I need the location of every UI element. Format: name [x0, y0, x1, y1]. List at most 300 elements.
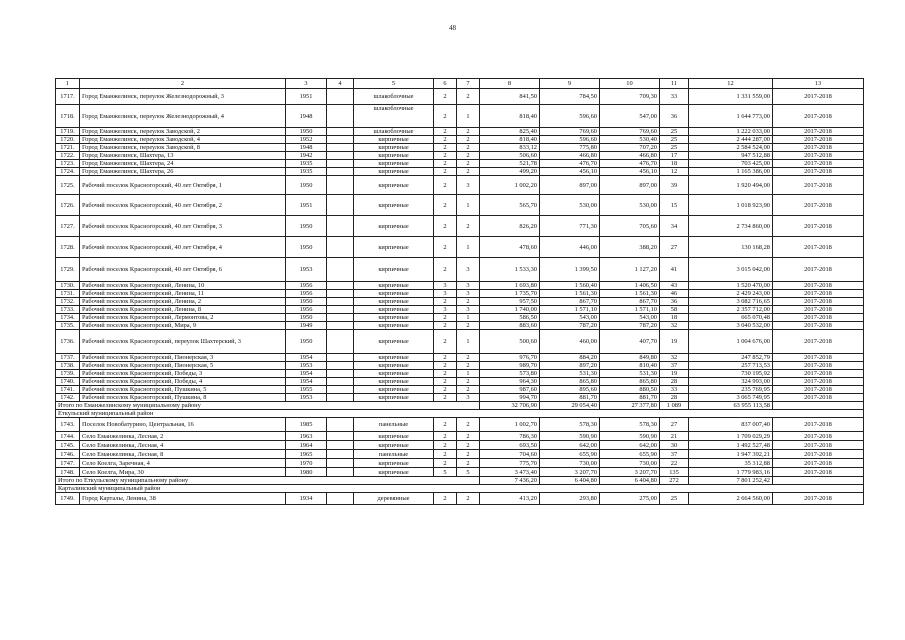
row-number-cell: 1749. [56, 493, 80, 505]
living-area-cell: 543,00 [600, 314, 660, 322]
living-area-cell: 466,80 [600, 152, 660, 160]
area-cell: 530,00 [540, 195, 600, 216]
area-cell: 293,80 [540, 493, 600, 505]
total-area-cell: 987,60 [480, 386, 540, 394]
living-area-cell: 547,00 [600, 105, 660, 128]
period-cell: 2017-2018 [773, 418, 864, 432]
row-number-cell: 1724. [56, 168, 80, 176]
year-cell: 1965 [286, 450, 327, 459]
residents-cell: 34 [660, 216, 689, 237]
period-cell: 2017-2018 [773, 362, 864, 370]
period-cell: 2017-2018 [773, 441, 864, 450]
row-number-cell: 1735. [56, 322, 80, 330]
row-number-cell: 1718. [56, 105, 80, 128]
total-area-cell: 786,30 [480, 432, 540, 441]
table-row [56, 195, 864, 216]
period-cell: 2017-2018 [773, 216, 864, 237]
address-cell: Рабочий поселок Красногорский, 40 лет Октября, 1 [80, 176, 286, 195]
row-number-cell: 1726. [56, 195, 80, 216]
year-cell: 1970 [286, 459, 327, 468]
year-cell: 1953 [286, 394, 327, 402]
entrances-cell: 2 [457, 354, 480, 362]
living-area-cell: 642,00 [600, 441, 660, 450]
floors-cell: 2 [434, 354, 457, 362]
address-cell: Рабочий поселок Красногорский, Ленина, 2 [80, 298, 286, 306]
living-area-cell: 531,30 [600, 370, 660, 378]
cost-cell: 1 018 923,90 [689, 195, 773, 216]
area-cell: 642,00 [540, 441, 600, 450]
total-area-cell: 989,70 [480, 362, 540, 370]
column-number-cell: 7 [457, 79, 480, 89]
table-row [56, 386, 864, 394]
address-cell: Село Коелга, Заречная, 4 [80, 459, 286, 468]
area-cell: 466,80 [540, 152, 600, 160]
address-cell: Село Еманжелинка, Лесная, 4 [80, 441, 286, 450]
table-row [56, 468, 864, 477]
row-number-cell: 1727. [56, 216, 80, 237]
area-cell: 29 054,40 [540, 402, 600, 410]
entrances-cell: 2 [457, 450, 480, 459]
table-row [56, 237, 864, 258]
cost-cell: 235 769,95 [689, 386, 773, 394]
table-row [56, 160, 864, 168]
address-cell: Рабочий поселок Красногорский, Победы, 4 [80, 378, 286, 386]
column-number-cell: 2 [80, 79, 286, 89]
cost-cell: 1 492 527,48 [689, 441, 773, 450]
entrances-cell: 2 [457, 441, 480, 450]
table-row [56, 282, 864, 290]
table-row [56, 362, 864, 370]
total-area-cell: 883,60 [480, 322, 540, 330]
year-cell: 1985 [286, 418, 327, 432]
total-area-cell: 500,60 [480, 330, 540, 354]
empty-cell [327, 105, 354, 128]
period-cell: 2017-2018 [773, 89, 864, 105]
area-cell: 476,70 [540, 160, 600, 168]
residents-cell: 32 [660, 354, 689, 362]
material-cell: кирпичные [354, 386, 434, 394]
material-cell: кирпичные [354, 459, 434, 468]
table-row [56, 128, 864, 136]
area-cell: 1 560,40 [540, 282, 600, 290]
row-number-cell: 1739. [56, 370, 80, 378]
living-area-cell: 655,90 [600, 450, 660, 459]
material-cell: кирпичные [354, 322, 434, 330]
period-cell: 2017-2018 [773, 370, 864, 378]
residents-cell: 272 [660, 477, 689, 485]
address-cell: Город Еманжелинск, переулок Заводской, 2 [80, 128, 286, 136]
area-cell: 1 561,30 [540, 290, 600, 298]
area-cell: 6 404,80 [540, 477, 600, 485]
cost-cell: 1 920 494,00 [689, 176, 773, 195]
section-row [56, 485, 864, 493]
address-cell: Город Еманжелинск, переулок Железнодорожный, 3 [80, 89, 286, 105]
table-row [56, 378, 864, 386]
entrances-cell: 2 [457, 493, 480, 505]
area-cell: 775,80 [540, 144, 600, 152]
row-number-cell: 1719. [56, 128, 80, 136]
residents-cell: 32 [660, 322, 689, 330]
empty-cell [327, 152, 354, 160]
address-cell: Город Еманжелинск, Шахтера, 26 [80, 168, 286, 176]
floors-cell: 2 [434, 128, 457, 136]
empty-cell [327, 378, 354, 386]
entrances-cell: 2 [457, 89, 480, 105]
material-cell: кирпичные [354, 136, 434, 144]
year-cell: 1949 [286, 322, 327, 330]
area-cell: 543,00 [540, 314, 600, 322]
floors-cell: 3 [434, 306, 457, 314]
entrances-cell: 2 [457, 432, 480, 441]
cost-cell: 35 312,88 [689, 459, 773, 468]
row-number-cell: 1742. [56, 394, 80, 402]
floors-cell: 2 [434, 459, 457, 468]
total-area-cell: 565,70 [480, 195, 540, 216]
floors-cell: 2 [434, 152, 457, 160]
row-number-cell: 1736. [56, 330, 80, 354]
cost-cell: 3 015 042,00 [689, 258, 773, 282]
year-cell: 1950 [286, 176, 327, 195]
area-cell: 897,20 [540, 362, 600, 370]
area-cell: 3 207,70 [540, 468, 600, 477]
column-number-cell: 11 [660, 79, 689, 89]
empty-cell [327, 298, 354, 306]
column-number-cell: 13 [773, 79, 864, 89]
residents-cell: 21 [660, 432, 689, 441]
floors-cell: 2 [434, 362, 457, 370]
material-cell: шлакоблочные [354, 128, 434, 136]
address-cell: Село Еманжелинка, Лесная, 2 [80, 432, 286, 441]
cost-cell: 1 165 386,00 [689, 168, 773, 176]
residents-cell: 25 [660, 136, 689, 144]
address-cell: Город Еманжелинск, переулок Железнодорожный, 4 [80, 105, 286, 128]
floors-cell: 3 [434, 290, 457, 298]
year-cell: 1950 [286, 128, 327, 136]
area-cell: 578,30 [540, 418, 600, 432]
living-area-cell: 1 127,20 [600, 258, 660, 282]
year-cell: 1950 [286, 314, 327, 322]
row-number-cell: 1717. [56, 89, 80, 105]
floors-cell: 2 [434, 105, 457, 128]
entrances-cell: 3 [457, 306, 480, 314]
column-number-cell: 3 [286, 79, 327, 89]
year-cell: 1954 [286, 378, 327, 386]
residents-cell: 27 [660, 237, 689, 258]
area-cell: 897,00 [540, 176, 600, 195]
area-cell: 590,90 [540, 432, 600, 441]
entrances-cell: 2 [457, 144, 480, 152]
cost-cell: 2 429 243,00 [689, 290, 773, 298]
empty-cell [327, 314, 354, 322]
floors-cell: 2 [434, 370, 457, 378]
column-number-cell: 1 [56, 79, 80, 89]
floors-cell: 2 [434, 216, 457, 237]
area-cell: 895,60 [540, 386, 600, 394]
cost-cell: 1 779 983,16 [689, 468, 773, 477]
living-area-cell: 590,90 [600, 432, 660, 441]
table-row [56, 418, 864, 432]
living-area-cell: 3 207,70 [600, 468, 660, 477]
living-area-cell: 881,70 [600, 394, 660, 402]
material-cell: кирпичные [354, 195, 434, 216]
living-area-cell: 476,70 [600, 160, 660, 168]
cost-cell: 1 520 470,00 [689, 282, 773, 290]
residents-cell: 37 [660, 450, 689, 459]
register-table [55, 78, 864, 505]
entrances-cell: 2 [457, 322, 480, 330]
row-number-cell: 1732. [56, 298, 80, 306]
empty-cell [327, 128, 354, 136]
area-cell: 596,60 [540, 136, 600, 144]
residents-cell: 46 [660, 290, 689, 298]
address-cell: Рабочий поселок Красногорский, 40 лет Октября, 2 [80, 195, 286, 216]
total-area-cell: 994,70 [480, 394, 540, 402]
cost-cell: 2 664 560,00 [689, 493, 773, 505]
row-number-cell: 1730. [56, 282, 80, 290]
period-cell: 2017-2018 [773, 282, 864, 290]
floors-cell: 2 [434, 168, 457, 176]
section-label-cell: Еткульский муниципальный район [56, 410, 864, 418]
total-area-cell: 1 533,30 [480, 258, 540, 282]
table-row [56, 450, 864, 459]
year-cell: 1950 [286, 237, 327, 258]
period-cell: 2017-2018 [773, 258, 864, 282]
residents-cell: 28 [660, 378, 689, 386]
living-area-cell: 787,20 [600, 322, 660, 330]
total-area-cell: 825,40 [480, 128, 540, 136]
total-area-cell: 1 735,70 [480, 290, 540, 298]
table-row [56, 89, 864, 105]
empty-cell [327, 386, 354, 394]
area-cell: 730,00 [540, 459, 600, 468]
empty-cell [327, 176, 354, 195]
period-cell: 2017-2018 [773, 432, 864, 441]
cost-cell: 947 512,88 [689, 152, 773, 160]
material-cell: кирпичные [354, 282, 434, 290]
residents-cell: 36 [660, 298, 689, 306]
address-cell: Город Еманжелинск, Шахтера, 13 [80, 152, 286, 160]
floors-cell: 2 [434, 176, 457, 195]
column-number-cell: 12 [689, 79, 773, 89]
empty-cell [327, 370, 354, 378]
address-cell: Рабочий поселок Красногорский, Пионерская, 5 [80, 362, 286, 370]
period-cell: 2017-2018 [773, 136, 864, 144]
column-number-cell: 6 [434, 79, 457, 89]
entrances-cell: 2 [457, 298, 480, 306]
entrances-cell: 1 [457, 195, 480, 216]
material-cell: кирпичные [354, 394, 434, 402]
year-cell: 1956 [286, 282, 327, 290]
total-area-cell: 1 002,70 [480, 418, 540, 432]
row-number-cell: 1720. [56, 136, 80, 144]
table-row [56, 298, 864, 306]
row-number-cell: 1733. [56, 306, 80, 314]
cost-cell: 257 713,53 [689, 362, 773, 370]
address-cell: Рабочий поселок Красногорский, 40 лет Октября, 6 [80, 258, 286, 282]
material-cell: кирпичные [354, 330, 434, 354]
empty-cell [327, 216, 354, 237]
residents-cell: 19 [660, 370, 689, 378]
area-cell: 867,70 [540, 298, 600, 306]
area-cell: 884,20 [540, 354, 600, 362]
year-cell: 1952 [286, 136, 327, 144]
floors-cell: 2 [434, 378, 457, 386]
living-area-cell: 769,60 [600, 128, 660, 136]
year-cell: 1953 [286, 258, 327, 282]
entrances-cell: 2 [457, 136, 480, 144]
material-cell: кирпичные [354, 258, 434, 282]
total-area-cell: 499,20 [480, 168, 540, 176]
empty-cell [327, 282, 354, 290]
empty-cell [327, 144, 354, 152]
period-cell: 2017-2018 [773, 314, 864, 322]
period-cell: 2017-2018 [773, 105, 864, 128]
section-row [56, 410, 864, 418]
living-area-cell: 1 571,10 [600, 306, 660, 314]
year-cell: 1954 [286, 370, 327, 378]
total-area-cell: 521,78 [480, 160, 540, 168]
table-row [56, 394, 864, 402]
living-area-cell: 1 406,50 [600, 282, 660, 290]
material-cell: кирпичные [354, 432, 434, 441]
living-area-cell: 897,00 [600, 176, 660, 195]
total-area-cell: 818,40 [480, 136, 540, 144]
period-cell: 2017-2018 [773, 168, 864, 176]
row-number-cell: 1721. [56, 144, 80, 152]
total-area-cell: 478,60 [480, 237, 540, 258]
total-area-cell: 957,50 [480, 298, 540, 306]
cost-cell: 3 040 532,00 [689, 322, 773, 330]
total-row [56, 477, 864, 485]
empty-cell [327, 468, 354, 477]
floors-cell: 2 [434, 144, 457, 152]
material-cell: кирпичные [354, 144, 434, 152]
period-cell: 2017-2018 [773, 128, 864, 136]
section-label-cell: Карталинский муниципальный район [56, 485, 864, 493]
period-cell: 2017-2018 [773, 237, 864, 258]
floors-cell: 2 [434, 386, 457, 394]
total-area-cell: 818,40 [480, 105, 540, 128]
period-cell: 2017-2018 [773, 493, 864, 505]
entrances-cell: 3 [457, 176, 480, 195]
column-number-row [56, 79, 864, 89]
residents-cell: 58 [660, 306, 689, 314]
period-cell: 2017-2018 [773, 195, 864, 216]
entrances-cell: 1 [457, 330, 480, 354]
row-number-cell: 1747. [56, 459, 80, 468]
year-cell: 1980 [286, 468, 327, 477]
table-row [56, 322, 864, 330]
total-area-cell: 1 002,20 [480, 176, 540, 195]
floors-cell: 2 [434, 394, 457, 402]
material-cell: кирпичные [354, 354, 434, 362]
living-area-cell: 388,20 [600, 237, 660, 258]
material-cell: кирпичные [354, 370, 434, 378]
residents-cell: 37 [660, 362, 689, 370]
area-cell: 787,20 [540, 322, 600, 330]
address-cell: Рабочий поселок Красногорский, Пушкина, 8 [80, 394, 286, 402]
cost-cell: 2 357 712,00 [689, 306, 773, 314]
living-area-cell: 709,30 [600, 89, 660, 105]
residents-cell: 19 [660, 330, 689, 354]
floors-cell: 2 [434, 314, 457, 322]
total-area-cell: 7 436,20 [480, 477, 540, 485]
floors-cell: 2 [434, 441, 457, 450]
table-row [56, 105, 864, 128]
cost-cell: 324 993,00 [689, 378, 773, 386]
entrances-cell: 2 [457, 459, 480, 468]
material-cell: шлакоблочные [354, 105, 434, 128]
period-cell: 2017-2018 [773, 144, 864, 152]
table-row [56, 459, 864, 468]
floors-cell: 2 [434, 136, 457, 144]
table-row [56, 152, 864, 160]
address-cell: Город Еманжелинск, Шахтера, 24 [80, 160, 286, 168]
area-cell: 460,00 [540, 330, 600, 354]
residents-cell: 28 [660, 394, 689, 402]
material-cell: кирпичные [354, 441, 434, 450]
total-area-cell: 32 706,90 [480, 402, 540, 410]
residents-cell: 41 [660, 258, 689, 282]
entrances-cell: 1 [457, 237, 480, 258]
column-number-cell: 5 [354, 79, 434, 89]
residents-cell: 1 089 [660, 402, 689, 410]
year-cell: 1954 [286, 354, 327, 362]
floors-cell: 2 [434, 89, 457, 105]
address-cell: Рабочий поселок Красногорский, 40 лет Октября, 3 [80, 216, 286, 237]
total-area-cell: 833,12 [480, 144, 540, 152]
living-area-cell: 1 561,30 [600, 290, 660, 298]
living-area-cell: 407,70 [600, 330, 660, 354]
row-number-cell: 1729. [56, 258, 80, 282]
period-cell: 2017-2018 [773, 176, 864, 195]
area-cell: 1 399,50 [540, 258, 600, 282]
empty-cell [327, 290, 354, 298]
cost-cell: 1 709 029,29 [689, 432, 773, 441]
living-area-cell: 880,50 [600, 386, 660, 394]
residents-cell: 30 [660, 441, 689, 450]
row-number-cell: 1734. [56, 314, 80, 322]
row-number-cell: 1738. [56, 362, 80, 370]
total-area-cell: 964,30 [480, 378, 540, 386]
entrances-cell: 3 [457, 282, 480, 290]
table-row [56, 493, 864, 505]
floors-cell: 2 [434, 432, 457, 441]
area-cell: 784,50 [540, 89, 600, 105]
cost-cell: 2 444 287,00 [689, 136, 773, 144]
material-cell: кирпичные [354, 160, 434, 168]
row-number-cell: 1725. [56, 176, 80, 195]
empty-cell [327, 306, 354, 314]
residents-cell: 39 [660, 176, 689, 195]
empty-cell [327, 330, 354, 354]
area-cell: 771,30 [540, 216, 600, 237]
living-area-cell: 6 404,80 [600, 477, 660, 485]
residents-cell: 25 [660, 144, 689, 152]
total-area-cell: 1 693,80 [480, 282, 540, 290]
empty-cell [327, 258, 354, 282]
cost-cell: 665 070,48 [689, 314, 773, 322]
table-row [56, 354, 864, 362]
cost-cell: 247 852,79 [689, 354, 773, 362]
total-area-cell: 1 740,00 [480, 306, 540, 314]
year-cell: 1951 [286, 89, 327, 105]
column-number-cell: 10 [600, 79, 660, 89]
total-area-cell: 506,60 [480, 152, 540, 160]
total-label-cell: Итого по Еманжелинскому муниципальному району [56, 402, 480, 410]
living-area-cell: 27 377,80 [600, 402, 660, 410]
residents-cell: 43 [660, 282, 689, 290]
